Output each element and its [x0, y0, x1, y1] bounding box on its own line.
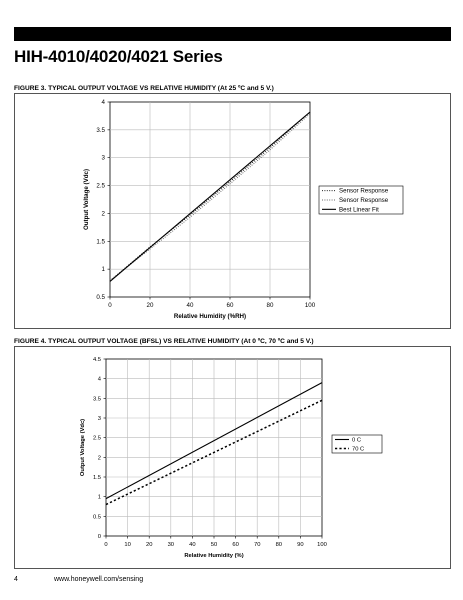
y-tick-label: 4 [101, 99, 105, 106]
x-tick-label: 90 [297, 542, 304, 548]
x-tick-label: 100 [304, 302, 316, 309]
x-tick-label: 20 [146, 302, 154, 309]
y-tick-label: 3 [97, 416, 101, 422]
y-axis-label: Output Voltage (Vdc) [80, 418, 86, 477]
x-tick-label: 40 [186, 302, 194, 309]
figure-4-svg [15, 347, 452, 570]
figure-3-chart [14, 93, 451, 329]
x-tick-label: 60 [226, 302, 234, 309]
y-tick-label: 1 [101, 266, 105, 274]
legend-label-2: Sensor Response [339, 197, 389, 204]
figure-4-chart [14, 346, 451, 569]
figure-3-caption: FIGURE 3. TYPICAL OUTPUT VOLTAGE VS RELATIVE HUMIDITY (At 25 ºC and 5 V.) [14, 85, 274, 92]
x-tick-label: 80 [266, 302, 274, 309]
page-number: 4 [14, 576, 18, 583]
footer-url: www.honeywell.com/sensing [54, 576, 144, 583]
x-tick-label: 70 [253, 542, 261, 548]
figure-3-svg [15, 94, 452, 330]
y-tick-label: 3.5 [96, 126, 105, 134]
x-tick-label: 30 [167, 542, 175, 548]
x-tick-label: 20 [145, 542, 153, 548]
y-tick-label: 3 [101, 154, 105, 162]
y-tick-label: 4 [97, 376, 101, 383]
x-tick-label: 80 [275, 542, 283, 548]
y-tick-label: 3.5 [92, 396, 101, 403]
x-tick-label: 40 [189, 542, 196, 548]
figure-4-caption: FIGURE 4. TYPICAL OUTPUT VOLTAGE (BFSL) VS RELATIVE HUMIDITY (At 0 ºC, 70 ºC and 5 V.) [14, 338, 314, 345]
y-tick-label: 2 [101, 210, 105, 218]
y-tick-label: 0.5 [96, 294, 105, 301]
x-axis-label: Relative Humidity (%RH) [173, 313, 247, 320]
y-tick-label: 2.5 [92, 435, 101, 442]
legend-label-3: Best Linear Fit [339, 206, 379, 214]
legend-label-1: 0 C [352, 437, 362, 444]
y-tick-label: 1 [97, 494, 101, 501]
page-title: HIH-4010/4020/4021 Series [14, 47, 223, 66]
y-tick-label: 0 [97, 534, 101, 540]
x-tick-label: 10 [124, 542, 131, 548]
plot-area [110, 102, 310, 297]
legend-label-2: 70 C [352, 446, 365, 453]
y-tick-label: 2.5 [96, 182, 105, 190]
header-bar [14, 27, 451, 41]
y-tick-label: 2 [97, 455, 101, 462]
y-axis-label: Output Voltage (Vdc) [83, 168, 90, 231]
x-tick-label: 100 [317, 542, 327, 548]
x-axis-label: Relative Humidity (%) [184, 553, 244, 559]
y-tick-label: 1.5 [92, 475, 101, 481]
y-tick-label: 0.5 [92, 514, 101, 521]
y-tick-label: 4.5 [92, 357, 101, 363]
y-tick-label: 1.5 [96, 238, 105, 246]
x-tick-label: 0 [104, 542, 108, 548]
legend-label-1: Sensor Response [339, 187, 389, 195]
x-tick-label: 50 [210, 542, 218, 548]
x-tick-label: 0 [108, 302, 112, 309]
x-tick-label: 60 [232, 542, 239, 548]
